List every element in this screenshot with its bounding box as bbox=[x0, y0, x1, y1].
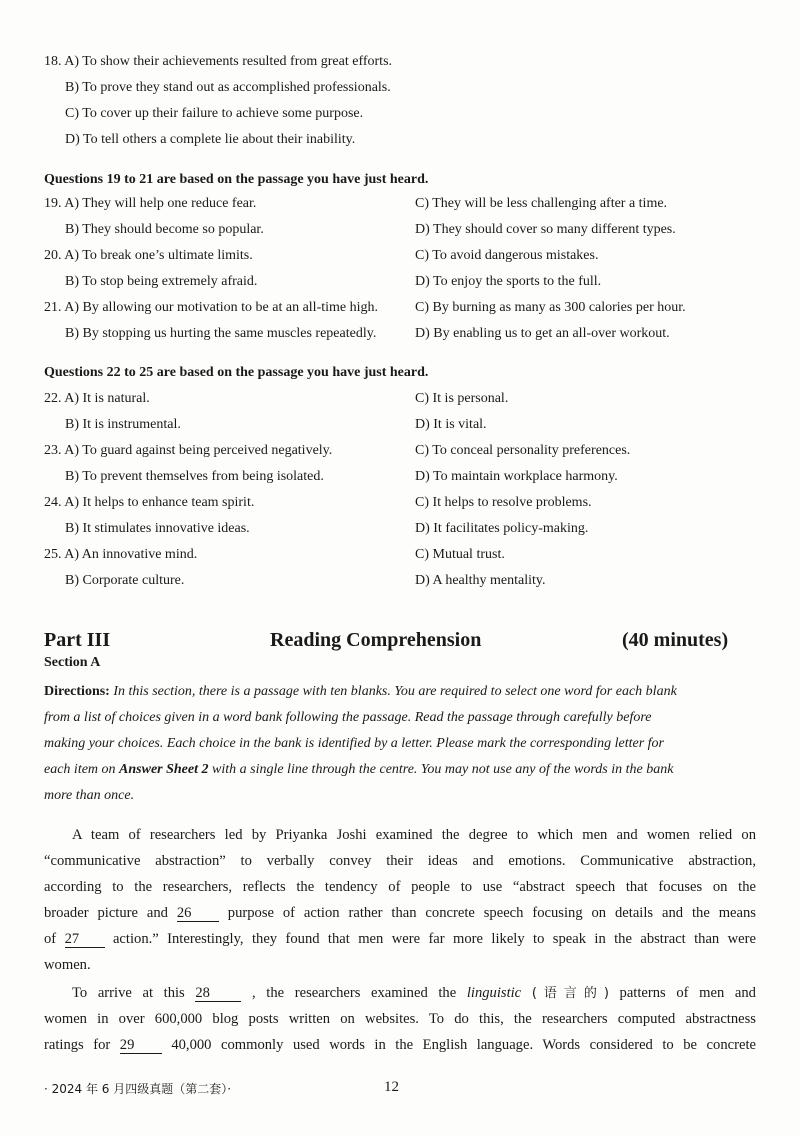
q24-option-a: 24. A) It helps to enhance team spirit. bbox=[44, 495, 255, 510]
questions-22-25-heading: Questions 22 to 25 are based on the passage you have just heard. bbox=[44, 365, 429, 380]
directions-line-4 bbox=[44, 761, 756, 779]
passage-text-9b: 40,000 commonly used words in the English language. Words considered to be concrete bbox=[171, 1037, 756, 1053]
q23-option-d: D) To maintain workplace harmony. bbox=[415, 469, 618, 484]
passage-line-9 bbox=[44, 1036, 756, 1054]
linguistic-term: linguistic bbox=[466, 985, 522, 1001]
passage-line-4 bbox=[44, 904, 756, 922]
passage-line-2: “communicative abstraction” to verbally convey their ideas and emotions. Communicative abstraction, bbox=[44, 853, 756, 869]
q21-option-c: C) By burning as many as 300 calories per hour. bbox=[415, 300, 686, 315]
passage-text-4b: purpose of action rather than concrete speech focusing on details and the means bbox=[227, 905, 756, 921]
q23-option-b: B) To prevent themselves from being isolated. bbox=[65, 469, 324, 484]
questions-19-21-heading: Questions 19 to 21 are based on the passage you have just heard. bbox=[44, 172, 429, 187]
q21-option-b: B) By stopping us hurting the same muscles repeatedly. bbox=[65, 326, 377, 341]
q19-option-b: B) They should become so popular. bbox=[65, 222, 264, 237]
q22-option-a: 22. A) It is natural. bbox=[44, 391, 150, 406]
q20-option-d: D) To enjoy the sports to the full. bbox=[415, 274, 602, 289]
q18-option-d: D) To tell others a complete lie about their inability. bbox=[65, 132, 356, 147]
page-number: 12 bbox=[384, 1079, 399, 1095]
part-title: Reading Comprehension bbox=[270, 629, 482, 651]
q22-option-b: B) It is instrumental. bbox=[65, 417, 181, 432]
q25-option-b: B) Corporate culture. bbox=[65, 573, 185, 588]
q22-option-d: D) It is vital. bbox=[415, 417, 487, 432]
passage-text-5b: action.” Interestingly, they found that men were far more likely to speak in the abstract than were bbox=[112, 931, 756, 947]
directions-text-1: In this section, there is a passage with ten blanks. You are required to select one word for each blank bbox=[113, 684, 677, 699]
q24-option-c: C) It helps to resolve problems. bbox=[415, 495, 592, 510]
passage-text-9a: ratings for bbox=[44, 1037, 111, 1053]
q22-option-c: C) It is personal. bbox=[415, 391, 509, 406]
directions-line-2: from a list of choices given in a word bank following the passage. Read the passage through carefully before bbox=[44, 710, 652, 725]
passage-text-7a: To arrive at this bbox=[72, 985, 185, 1001]
linguistic-gloss: (语言的) bbox=[531, 986, 609, 1001]
q18-option-c: C) To cover up their failure to achieve some purpose. bbox=[65, 106, 364, 121]
q18-option-a: 18. A) To show their achievements resulted from great efforts. bbox=[44, 54, 393, 69]
q20-option-c: C) To avoid dangerous mistakes. bbox=[415, 248, 599, 263]
q19-option-d: D) They should cover so many different types. bbox=[415, 222, 676, 237]
part-time: (40 minutes) bbox=[622, 629, 729, 651]
q24-option-b: B) It stimulates innovative ideas. bbox=[65, 521, 250, 536]
directions-line-5: more than once. bbox=[44, 788, 135, 803]
directions-line-1 bbox=[44, 683, 756, 701]
passage-line-1: A team of researchers led by Priyanka Joshi examined the degree to which men and women relied on bbox=[72, 827, 756, 843]
q20-option-a: 20. A) To break one’s ultimate limits. bbox=[44, 248, 253, 263]
q23-option-c: C) To conceal personality preferences. bbox=[415, 443, 631, 458]
section-label: Section A bbox=[44, 655, 101, 670]
blank-26[interactable]: 26 bbox=[177, 905, 219, 922]
passage-text-7b: , the researchers examined the bbox=[252, 985, 457, 1001]
passage-text-5a: of bbox=[44, 931, 57, 947]
passage-line-6: women. bbox=[44, 957, 91, 973]
q25-option-d: D) A healthy mentality. bbox=[415, 573, 546, 588]
passage-line-7 bbox=[72, 984, 756, 1003]
answer-sheet-label: Answer Sheet 2 bbox=[119, 762, 209, 777]
q23-option-a: 23. A) To guard against being perceived negatively. bbox=[44, 443, 333, 458]
q18-option-b: B) To prove they stand out as accomplished professionals. bbox=[65, 80, 391, 95]
directions-label: Directions: bbox=[44, 684, 110, 699]
directions-text-4a: each item on bbox=[44, 762, 116, 777]
q19-option-c: C) They will be less challenging after a time. bbox=[415, 196, 668, 211]
part-label: Part III bbox=[44, 629, 111, 651]
q24-option-d: D) It facilitates policy-making. bbox=[415, 521, 589, 536]
passage-line-8: women in over 600,000 blog posts written on websites. To do this, the researchers computed abstractness bbox=[44, 1011, 756, 1027]
q19-option-a: 19. A) They will help one reduce fear. bbox=[44, 196, 257, 211]
q21-option-d: D) By enabling us to get an all-over workout. bbox=[415, 326, 670, 341]
q25-option-c: C) Mutual trust. bbox=[415, 547, 505, 562]
directions-text-4b: with a single line through the centre. You may not use any of the words in the bank bbox=[212, 762, 674, 777]
q21-option-a: 21. A) By allowing our motivation to be at an all-time high. bbox=[44, 300, 379, 315]
q25-option-a: 25. A) An innovative mind. bbox=[44, 547, 198, 562]
passage-text-4a: broader picture and bbox=[44, 905, 168, 921]
exam-footer-label: · 2024 年 6 月四级真题（第二套）· bbox=[44, 1082, 232, 1096]
blank-28[interactable]: 28 bbox=[195, 985, 241, 1002]
directions-line-3: making your choices. Each choice in the bank is identified by a letter. Please mark the corresponding letter for bbox=[44, 736, 664, 751]
blank-27[interactable]: 27 bbox=[65, 931, 105, 948]
passage-text-7c: patterns of men and bbox=[619, 985, 756, 1001]
passage-line-3: according to the researchers, reflects the tendency of people to use “abstract speech that focuses on the bbox=[44, 879, 756, 895]
q20-option-b: B) To stop being extremely afraid. bbox=[65, 274, 258, 289]
passage-line-5 bbox=[44, 930, 756, 948]
blank-29[interactable]: 29 bbox=[120, 1037, 162, 1054]
